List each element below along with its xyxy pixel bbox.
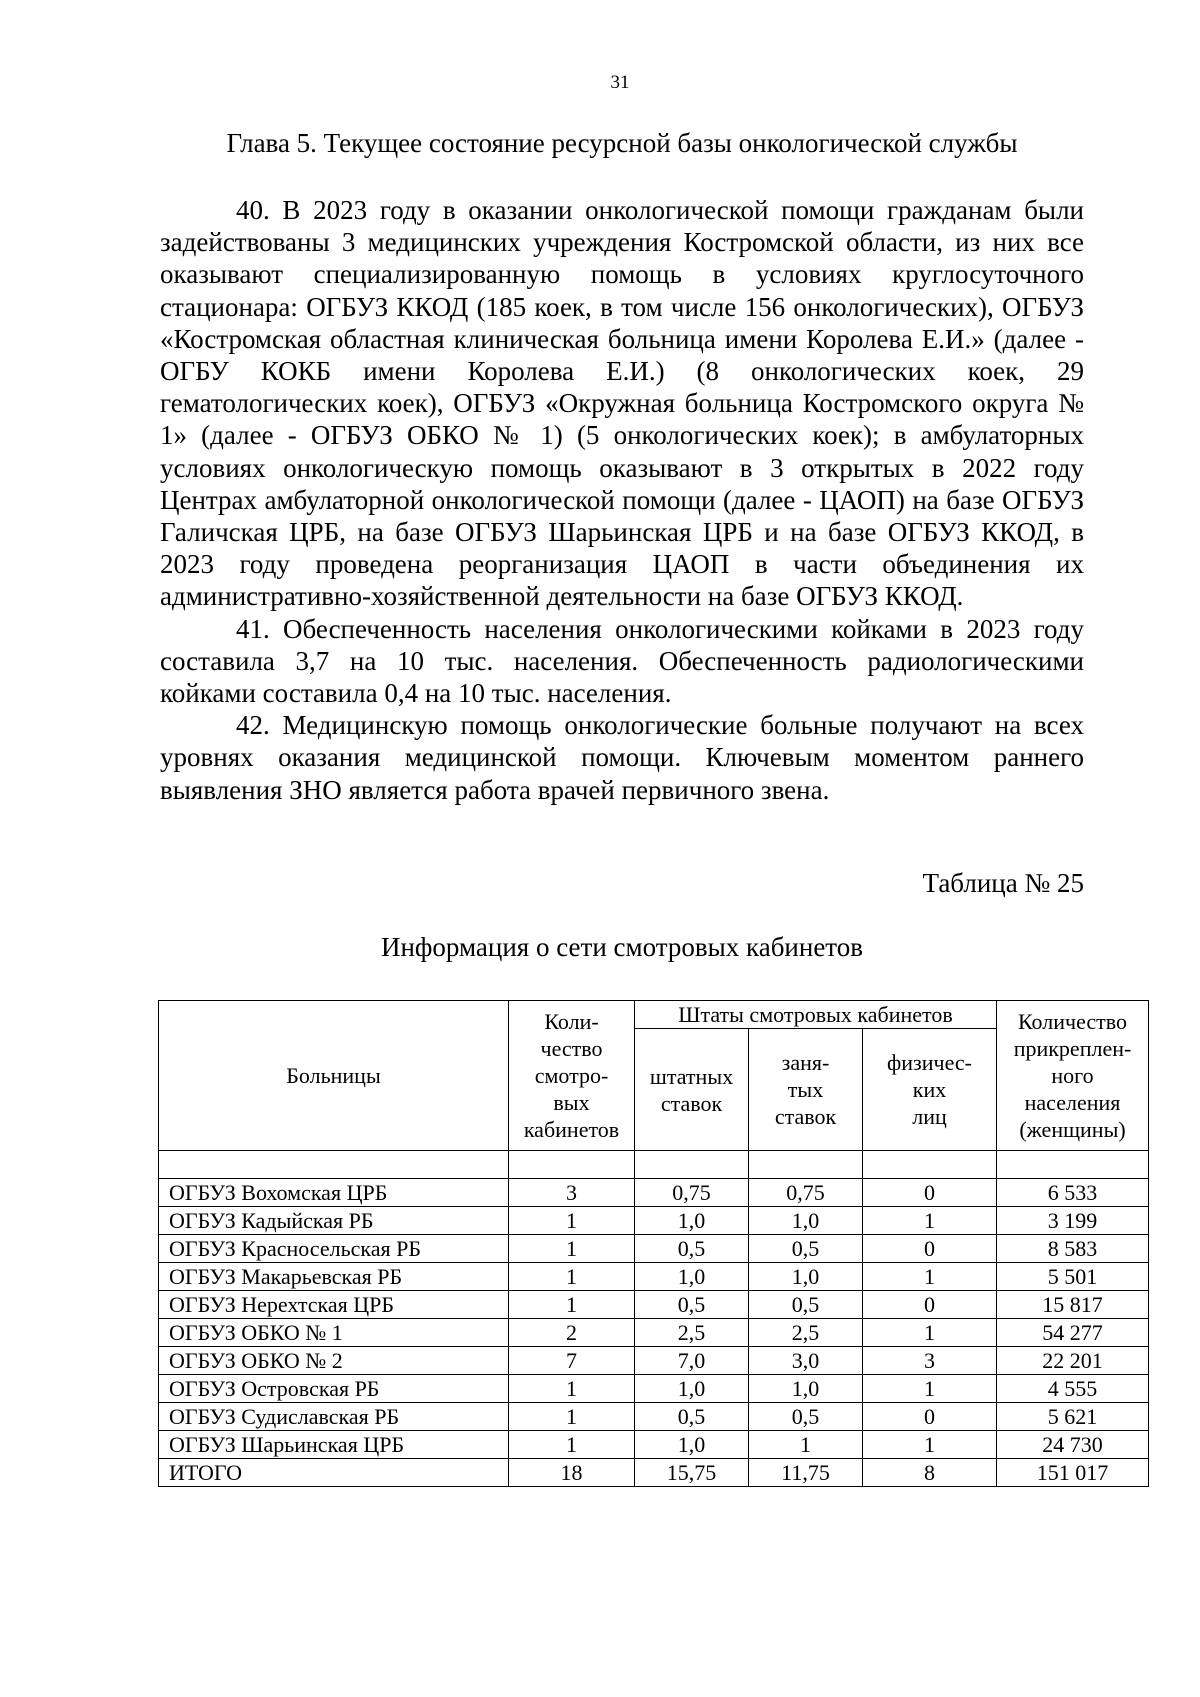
hospital-name-cell: ОГБУЗ Вохомская ЦРБ (159, 1179, 509, 1207)
population-cell: 8 583 (997, 1235, 1149, 1263)
header-hospitals: Больницы (159, 1001, 509, 1151)
body-text (160, 194, 1084, 806)
staff-positions-cell: 0,5 (635, 1235, 749, 1263)
cabinets-count-cell: 7 (509, 1347, 635, 1375)
hospital-name-cell: ОГБУЗ Макарьевская РБ (159, 1263, 509, 1291)
staff-positions-cell: 7,0 (635, 1347, 749, 1375)
staff-positions-cell: 1,0 (635, 1207, 749, 1235)
table-caption: Информация о сети смотровых кабинетов (380, 932, 864, 962)
hospital-name-cell: ОГБУЗ Красносельская РБ (159, 1235, 509, 1263)
table-row (159, 1263, 1149, 1291)
population-cell: 4 555 (997, 1375, 1149, 1403)
occupied-positions-cell: 1 (749, 1431, 863, 1459)
cabinets-count-cell: 2 (509, 1319, 635, 1347)
occupied-positions-cell: 2,5 (749, 1319, 863, 1347)
hospital-name-cell: ОГБУЗ ОБКО № 1 (159, 1319, 509, 1347)
header-cabinets: Коли- чество смотро- вых кабинетов (509, 1001, 635, 1151)
empty-row (159, 1151, 1149, 1179)
occupied-positions-cell: 1,0 (749, 1207, 863, 1235)
hospital-name-cell: ОГБУЗ Островская РБ (159, 1375, 509, 1403)
occupied-positions-cell: 1,0 (749, 1263, 863, 1291)
table-row (159, 1179, 1149, 1207)
population-cell: 3 199 (997, 1207, 1149, 1235)
cabinets-count-cell: 1 (509, 1263, 635, 1291)
hospital-name-cell: ОГБУЗ Шарьинская ЦРБ (159, 1431, 509, 1459)
header-staff-positions: штатных ставок (635, 1029, 749, 1151)
hospital-name-cell: ОГБУЗ ОБКО № 2 (159, 1347, 509, 1375)
header-population: Количество прикреплен- ного населения (женщины) (997, 1001, 1149, 1151)
paragraph-41: 41. Обеспеченность населения онкологическими койками в 2023 году составила 3,7 на 10 тыс. населения. Обеспеченность радиологическими койками составила 0,4 на 10 тыс. населения. (160, 613, 1084, 709)
paragraph-40: 40. В 2023 году в оказании онкологической помощи гражданам были задействованы 3 медицинских учреждения Костромской области, из них все оказывают специализированную помощь в условиях круглосуточного стационара: ОГБУЗ ККОД (185 коек, в том числе 156 онкологических), ОГБУЗ «Костромская областная клиническая больница имени Королева Е.И.» (далее - ОГБУ КОКБ имени Королева Е.И.) (8 онкологических коек, 29 гематологических коек), ОГБУЗ «Окружная больница Костромского округа № 1» (далее - ОГБУЗ ОБКО № 1) (5 онкологических коек); в амбулаторных условиях онкологическую помощь оказывают в 3 открытых в 2022 году Центрах амбулаторной онкологической помощи (далее - ЦАОП) на базе ОГБУЗ Галичская ЦРБ, на базе ОГБУЗ Шарьинская ЦРБ и на базе ОГБУЗ ККОД, в 2023 году проведена реорганизация ЦАОП в части объединения их административно-хозяйственной деятельности на базе ОГБУЗ ККОД. (160, 195, 1084, 612)
population-cell: 5 621 (997, 1403, 1149, 1431)
individuals-cell: 1 (863, 1207, 997, 1235)
table-row (159, 1375, 1149, 1403)
population-cell: 54 277 (997, 1319, 1149, 1347)
table-row (159, 1319, 1149, 1347)
population-cell: 24 730 (997, 1431, 1149, 1459)
occupied-positions-cell: 0,5 (749, 1235, 863, 1263)
cabinets-count-cell: 1 (509, 1207, 635, 1235)
staff-positions-cell: 1,0 (635, 1263, 749, 1291)
examination-rooms-table (158, 1000, 1149, 1487)
individuals-cell: 0 (863, 1235, 997, 1263)
cabinets-count-cell: 1 (509, 1235, 635, 1263)
individuals-cell: 0 (863, 1403, 997, 1431)
staff-positions-cell: 2,5 (635, 1319, 749, 1347)
table-row (159, 1431, 1149, 1459)
table-row (159, 1207, 1149, 1235)
individuals-cell: 1 (863, 1375, 997, 1403)
occupied-positions-cell: 0,5 (749, 1291, 863, 1319)
header-staff-group: Штаты смотровых кабинетов (635, 1001, 997, 1029)
population-cell: 5 501 (997, 1263, 1149, 1291)
population-cell: 15 817 (997, 1291, 1149, 1319)
individuals-cell: 3 (863, 1347, 997, 1375)
individuals-cell: 1 (863, 1431, 997, 1459)
individuals-cell: 1 (863, 1319, 997, 1347)
hospital-name-cell: ИТОГО (159, 1459, 509, 1487)
occupied-positions-cell: 11,75 (749, 1459, 863, 1487)
cabinets-count-cell: 18 (509, 1459, 635, 1487)
cabinets-count-cell: 1 (509, 1375, 635, 1403)
header-occupied-positions: заня- тых ставок (749, 1029, 863, 1151)
chapter-title: Глава 5. Текущее состояние ресурсной базы онкологической службы (226, 128, 1018, 158)
population-cell: 151 017 (997, 1459, 1149, 1487)
occupied-positions-cell: 0,75 (749, 1179, 863, 1207)
population-cell: 22 201 (997, 1347, 1149, 1375)
cabinets-count-cell: 1 (509, 1403, 635, 1431)
individuals-cell: 1 (863, 1263, 997, 1291)
table-row (159, 1291, 1149, 1319)
cabinets-count-cell: 1 (509, 1291, 635, 1319)
hospital-name-cell: ОГБУЗ Нерехтская ЦРБ (159, 1291, 509, 1319)
individuals-cell: 0 (863, 1291, 997, 1319)
cabinets-count-cell: 3 (509, 1179, 635, 1207)
hospital-name-cell: ОГБУЗ Кадыйская РБ (159, 1207, 509, 1235)
header-individuals: физичес- ких лиц (863, 1029, 997, 1151)
total-row (159, 1459, 1149, 1487)
staff-positions-cell: 0,75 (635, 1179, 749, 1207)
staff-positions-cell: 15,75 (635, 1459, 749, 1487)
cabinets-count-cell: 1 (509, 1431, 635, 1459)
table-number: Таблица № 25 (922, 868, 1084, 898)
individuals-cell: 8 (863, 1459, 997, 1487)
table-row (159, 1235, 1149, 1263)
staff-positions-cell: 0,5 (635, 1403, 749, 1431)
hospital-name-cell: ОГБУЗ Судиславская РБ (159, 1403, 509, 1431)
table-row (159, 1403, 1149, 1431)
occupied-positions-cell: 1,0 (749, 1375, 863, 1403)
occupied-positions-cell: 0,5 (749, 1403, 863, 1431)
population-cell: 6 533 (997, 1179, 1149, 1207)
individuals-cell: 0 (863, 1179, 997, 1207)
staff-positions-cell: 1,0 (635, 1431, 749, 1459)
table-row (159, 1347, 1149, 1375)
staff-positions-cell: 0,5 (635, 1291, 749, 1319)
occupied-positions-cell: 3,0 (749, 1347, 863, 1375)
page-number: 31 (610, 72, 630, 93)
staff-positions-cell: 1,0 (635, 1375, 749, 1403)
paragraph-42: 42. Медицинскую помощь онкологические больные получают на всех уровнях оказания медицинской помощи. Ключевым моментом раннего выявления ЗНО является работа врачей первичного звена. (160, 710, 1084, 805)
